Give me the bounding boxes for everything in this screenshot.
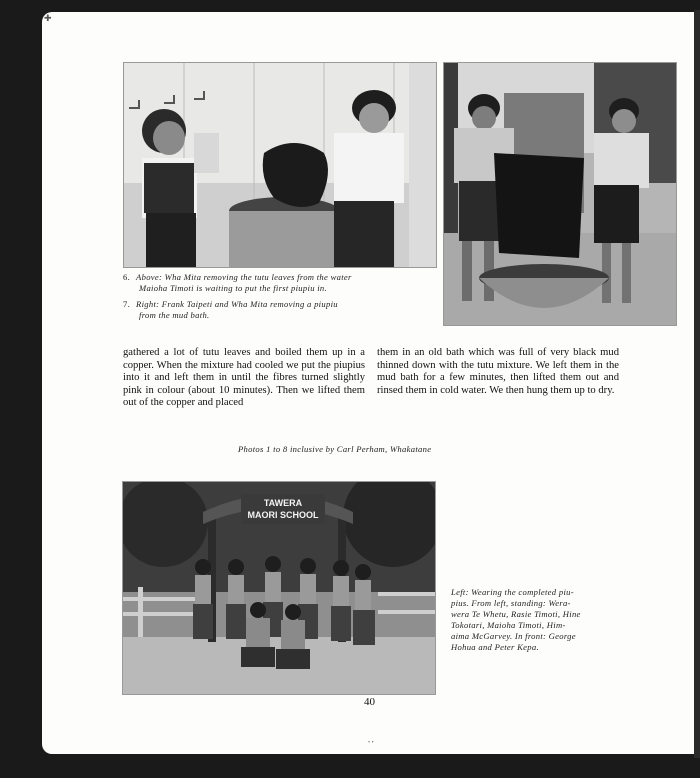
caption-8-line-4: Tokotari, Maioha Timoti, Him- bbox=[451, 620, 566, 630]
caption-7-number: 7. bbox=[123, 299, 131, 309]
caption-8-line-1: Left: Wearing the completed piu- bbox=[451, 587, 574, 597]
sign-line-2: MAORI SCHOOL bbox=[247, 510, 319, 520]
body-column-2: them in an old bath which was full of very black mud thinned down with the tutu mixture. We left them in the mud bath for a few minutes, then lifted them out and rinsed them in cold water. We then hung them up to dry. bbox=[377, 347, 619, 396]
sign-line-1: TAWERA bbox=[263, 498, 303, 508]
page-edge bbox=[694, 10, 700, 758]
caption-7-line-1: Right: Frank Taipeti and Wha Mita removing a piupiu bbox=[136, 299, 338, 309]
bottom-marks: • • bbox=[368, 740, 374, 746]
caption-8-line-3: wera Te Whetu, Rasie Timoti, Hine bbox=[451, 609, 581, 619]
caption-6-line-2: Maioha Timoti is waiting to put the first piupiu in. bbox=[139, 283, 327, 293]
caption-6-number: 6. bbox=[123, 272, 131, 282]
registration-mark: ✚ bbox=[44, 14, 52, 24]
caption-6 bbox=[123, 272, 352, 294]
body-column-1: gathered a lot of tutu leaves and boiled them up in a copper. When the mixture had cooled we put the piupius into it and left them in until the fibres turned slightly pink in colour (about 10 minutes). Then we lifted them out of the copper and placed bbox=[123, 347, 365, 409]
caption-8-line-2: pius. From left, standing: Wera- bbox=[451, 598, 571, 608]
caption-6-line-1: Above: Wha Mita removing the tutu leaves from the water bbox=[136, 272, 352, 282]
caption-7-line-2: from the mud bath. bbox=[139, 310, 210, 320]
photo-7-mud-bath bbox=[443, 62, 677, 326]
caption-8 bbox=[451, 587, 581, 653]
caption-8-line-6: Hohua and Peter Kepa. bbox=[451, 642, 539, 652]
photo-6-copper bbox=[123, 62, 437, 268]
caption-7 bbox=[123, 299, 338, 321]
page-number: 40 bbox=[364, 696, 375, 708]
photo-credit: Photos 1 to 8 inclusive by Carl Perham, Whakatane bbox=[238, 444, 432, 454]
caption-8-line-5: aima McGarvey. In front: George bbox=[451, 631, 576, 641]
photo-8-school-group bbox=[122, 481, 436, 695]
